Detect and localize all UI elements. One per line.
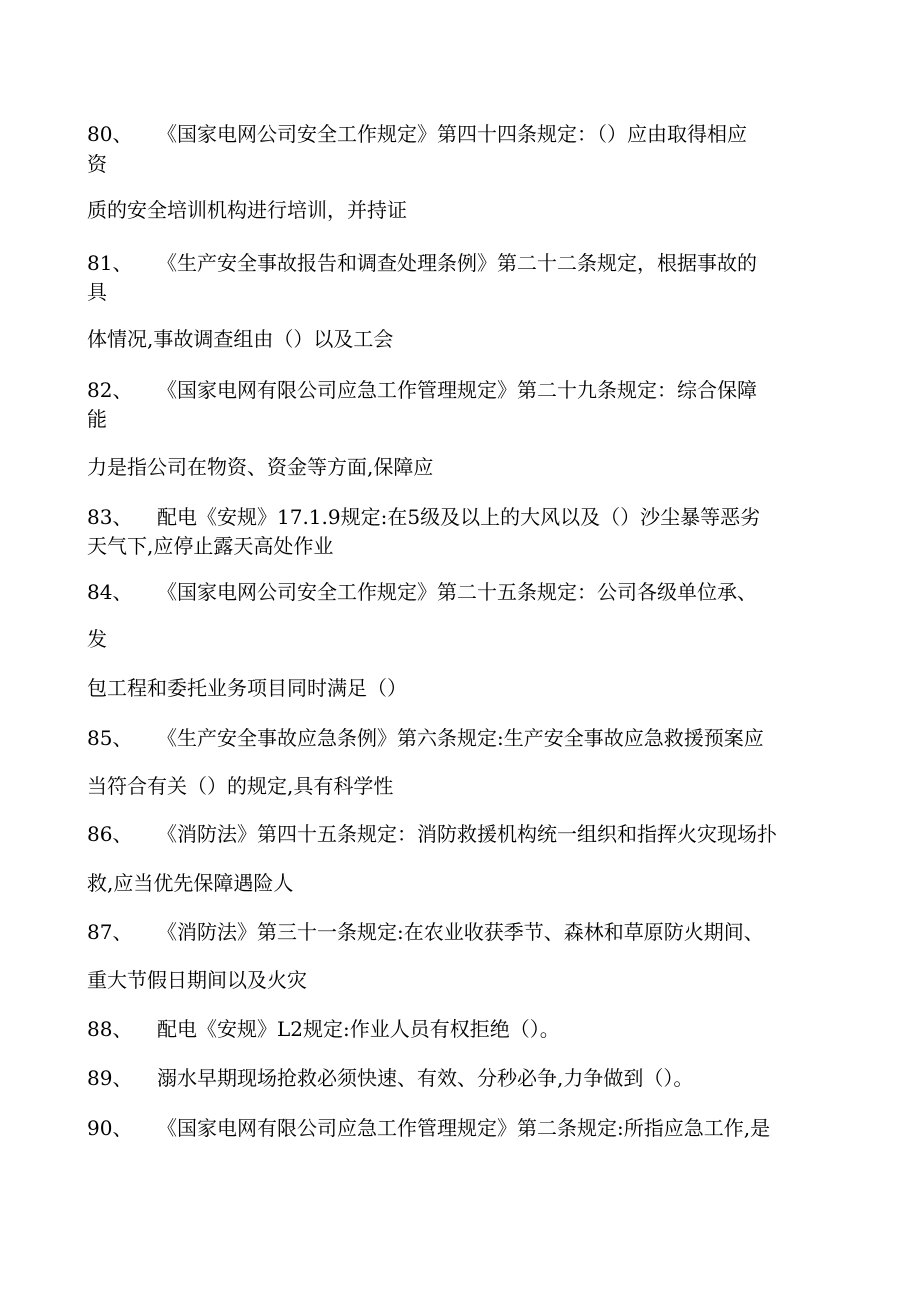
text-line [87,327,847,351]
question-number: 87、 [87,920,133,944]
question-text: 配电《安规》17.1.9规定:在5级及以上的大风以及（）沙尘暴等恶劣 [157,505,761,529]
question-text: 能 [87,407,107,431]
question-text: 救,应当优先保障遇险人 [87,871,294,895]
question-number: 90、 [87,1116,133,1140]
text-line [87,198,847,222]
text-line [87,407,847,431]
question-number: 89、 [87,1066,133,1090]
question-text: 重大节假日期间以及火灾 [87,968,307,992]
question-text: 当符合有关（）的规定,具有科学性 [87,774,394,798]
question-text: 具 [87,280,107,304]
question-number: 88、 [87,1017,133,1041]
question-text: 包工程和委托业务项目同时满足（） [87,676,407,700]
question-82-line [87,378,847,402]
question-text: 资 [87,152,107,176]
text-line [87,627,847,651]
text-line [87,455,847,479]
text-line [87,152,847,176]
question-text: 天气下,应停止露天高处作业 [87,534,334,558]
text-line [87,534,847,558]
question-90-line [87,1116,847,1140]
question-87-line [87,920,847,944]
question-number: 86、 [87,822,133,846]
question-text: 《国家电网公司安全工作规定》第四十四条规定：（）应由取得相应 [157,122,747,146]
question-number: 85、 [87,726,133,750]
text-line [87,871,847,895]
question-text: 《消防法》第四十五条规定：消防救援机构统一组织和指挥火灾现场扑 [157,822,777,846]
question-text: 体情况,事故调查组由（）以及工会 [87,327,394,351]
question-88-line [87,1017,847,1041]
question-text: 《国家电网有限公司应急工作管理规定》第二十九条规定：综合保障 [157,378,757,402]
question-text: 《生产安全事故应急条例》第六条规定:生产安全事故应急救援预案应 [157,726,764,750]
text-line [87,676,847,700]
text-line [87,280,847,304]
text-line [87,774,847,798]
question-text: 质的安全培训机构进行培训，并持证 [87,198,407,222]
question-text: 力是指公司在物资、资金等方面,保障应 [87,455,434,479]
question-text: 《国家电网公司安全工作规定》第二十五条规定：公司各级单位承、 [157,580,757,604]
question-text: 《消防法》第三十一条规定:在农业收获季节、森林和草原防火期间、 [157,920,764,944]
question-81-line [87,251,847,275]
question-text: 发 [87,627,107,651]
question-83-line [87,505,847,529]
question-number: 81、 [87,251,133,275]
question-text: 配电《安规》L2规定:作业人员有权拒绝（）。 [157,1017,560,1041]
question-text: 《国家电网有限公司应急工作管理规定》第二条规定:所指应急工作,是 [157,1116,771,1140]
text-line [87,968,847,992]
question-86-line [87,822,847,846]
question-89-line [87,1066,847,1090]
question-85-line [87,726,847,750]
question-84-line [87,580,847,604]
question-text: 溺水早期现场抢救必须快速、有效、分秒必争,力争做到（）。 [157,1066,694,1090]
question-text: 《生产安全事故报告和调查处理条例》第二十二条规定，根据事故的 [157,251,757,275]
question-number: 82、 [87,378,133,402]
question-number: 80、 [87,122,133,146]
question-number: 83、 [87,505,133,529]
question-80-line [87,122,847,146]
question-number: 84、 [87,580,133,604]
